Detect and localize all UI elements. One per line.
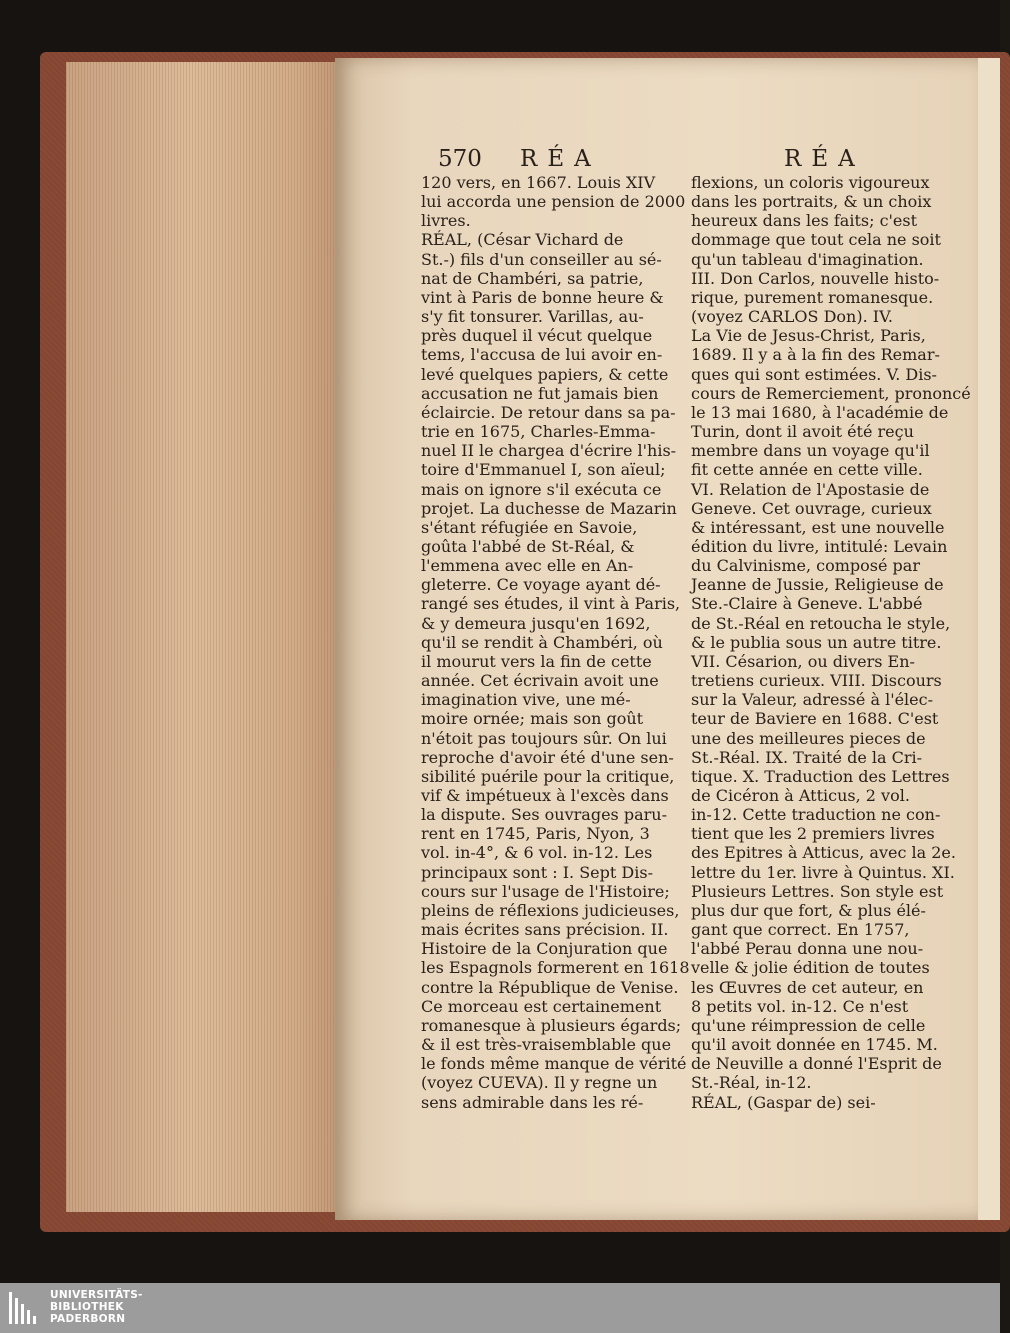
text-line: une des meilleures pieces de bbox=[691, 728, 926, 748]
page-number: 570 bbox=[438, 146, 482, 172]
text-line: les Œuvres de cet auteur, en bbox=[691, 977, 924, 997]
text-column-right bbox=[691, 173, 971, 1112]
text-line: de St.-Réal en retoucha le style, bbox=[691, 613, 951, 633]
text-line: qu'un tableau d'imagination. bbox=[691, 249, 924, 269]
text-line: rangé ses études, il vint à Paris, bbox=[421, 594, 681, 614]
text-line: goûta l'abbé de St-Réal, & bbox=[421, 536, 635, 556]
text-line: in-12. Cette traduction ne con- bbox=[691, 805, 941, 825]
text-line: La Vie de Jesus-Christ, Paris, bbox=[691, 326, 926, 346]
text-line: s'étant réfugiée en Savoie, bbox=[421, 517, 638, 537]
text-line: qu'une réimpression de celle bbox=[691, 1015, 926, 1035]
text-line: contre la République de Venise. bbox=[421, 977, 679, 997]
text-line: sur la Valeur, adressé à l'élec- bbox=[691, 690, 934, 710]
running-header bbox=[438, 146, 968, 176]
text-line: Histoire de la Conjuration que bbox=[421, 939, 668, 959]
text-line: rent en 1745, Paris, Nyon, 3 bbox=[421, 824, 650, 844]
text-line: & le publia sous un autre titre. bbox=[691, 632, 942, 652]
library-name-line-3: PADERBORN bbox=[50, 1313, 126, 1325]
text-line: imagination vive, une mé- bbox=[421, 690, 631, 710]
text-line: du Calvinisme, composé par bbox=[691, 556, 920, 576]
library-footer-bar bbox=[0, 1283, 1000, 1333]
text-line: plus dur que fort, & plus élé- bbox=[691, 900, 926, 920]
text-line: moire ornée; mais son goût bbox=[421, 709, 644, 729]
text-line: Ce morceau est certainement bbox=[421, 996, 662, 1016]
text-line: 8 petits vol. in-12. Ce n'est bbox=[691, 996, 909, 1016]
text-line: velle & jolie édition de toutes bbox=[691, 958, 930, 978]
text-line: 120 vers, en 1667. Louis XIV bbox=[421, 173, 656, 192]
text-line: qu'il avoit donnée en 1745. M. bbox=[691, 1035, 938, 1055]
text-line: accusation ne fut jamais bien bbox=[421, 383, 659, 403]
text-line: cours de Remerciement, prononcé bbox=[691, 383, 971, 403]
text-line: Plusieurs Lettres. Son style est bbox=[691, 881, 944, 901]
text-line: & y demeura jusqu'en 1692, bbox=[421, 613, 651, 633]
text-line: rique, purement romanesque. bbox=[691, 287, 934, 307]
right-running-head: RÉA bbox=[784, 146, 865, 172]
text-line: gleterre. Ce voyage ayant dé- bbox=[421, 575, 661, 595]
text-line: ques qui sont estimées. V. Dis- bbox=[691, 364, 937, 384]
library-name-line-2: BIBLIOTHEK bbox=[50, 1301, 124, 1313]
text-line: la dispute. Ses ouvrages paru- bbox=[421, 805, 667, 825]
text-line: tems, l'accusa de lui avoir en- bbox=[421, 345, 663, 365]
text-line: mais on ignore s'il exécuta ce bbox=[421, 479, 662, 499]
text-line: VI. Relation de l'Apostasie de bbox=[691, 479, 930, 499]
text-line: reproche d'avoir été d'une sen- bbox=[421, 747, 674, 767]
university-library-logo-icon bbox=[6, 1288, 42, 1328]
text-line: l'emmena avec elle en An- bbox=[421, 556, 634, 576]
text-line: n'étoit pas toujours sûr. On lui bbox=[421, 728, 667, 748]
page-block-edge bbox=[66, 62, 348, 1212]
text-line: levé quelques papiers, & cette bbox=[421, 364, 669, 384]
text-line: RÉAL, (César Vichard de bbox=[421, 230, 624, 250]
text-line: tient que les 2 premiers livres bbox=[691, 824, 935, 844]
text-line: près duquel il vécut quelque bbox=[421, 326, 653, 346]
facing-page-edge bbox=[978, 58, 1000, 1220]
text-line: lui accorda une pension de 2000 bbox=[421, 192, 686, 212]
text-line: St.-Réal, in-12. bbox=[691, 1073, 812, 1093]
text-line: toire d'Emmanuel I, son aïeul; bbox=[421, 460, 666, 480]
text-line: mais écrites sans précision. II. bbox=[421, 920, 669, 940]
text-line: éclaircie. De retour dans sa pa- bbox=[421, 402, 676, 422]
text-line: VII. Césarion, ou divers En- bbox=[691, 651, 915, 671]
text-line: 1689. Il y a à la fin des Remar- bbox=[691, 345, 940, 365]
text-line: le 13 mai 1680, à l'académie de bbox=[691, 402, 949, 422]
text-line: & il est très-vraisemblable que bbox=[421, 1035, 672, 1055]
text-line: vint à Paris de bonne heure & bbox=[421, 287, 664, 307]
text-line: qu'il se rendit à Chambéri, où bbox=[421, 632, 663, 652]
text-line: St.-Réal. IX. Traité de la Cri- bbox=[691, 747, 923, 767]
text-line: vif & impétueux à l'excès dans bbox=[421, 786, 669, 805]
text-line: des Epitres à Atticus, avec la 2e. bbox=[691, 843, 956, 863]
text-line: dommage que tout cela ne soit bbox=[691, 230, 941, 250]
text-line: dans les portraits, & un choix bbox=[691, 192, 932, 212]
text-line: sibilité puérile pour la critique, bbox=[421, 766, 675, 786]
text-line: St.-) fils d'un conseiller au sé- bbox=[421, 249, 662, 269]
text-line: livres. bbox=[421, 211, 471, 231]
library-name-line-1: UNIVERSITÄTS- bbox=[50, 1289, 143, 1301]
text-line: (voyez CUEVA). Il y regne un bbox=[421, 1073, 658, 1093]
text-line: projet. La duchesse de Mazarin bbox=[421, 498, 677, 518]
text-line: Jeanne de Jussie, Religieuse de bbox=[691, 575, 944, 595]
text-line: pleins de réflexions judicieuses, bbox=[421, 900, 680, 920]
text-line: de Cicéron à Atticus, 2 vol. bbox=[691, 786, 910, 805]
library-name bbox=[50, 1289, 143, 1325]
text-line: lettre du 1er. livre à Quintus. XI. bbox=[691, 862, 955, 882]
text-line: les Espagnols formerent en 1618 bbox=[421, 958, 690, 978]
text-line: sens admirable dans les ré- bbox=[421, 1092, 644, 1112]
text-line: (voyez CARLOS Don). IV. bbox=[691, 307, 893, 327]
text-line: fit cette année en cette ville. bbox=[691, 460, 923, 480]
text-line: le fonds même manque de vérité bbox=[421, 1054, 687, 1074]
text-line: cours sur l'usage de l'Histoire; bbox=[421, 881, 670, 901]
text-line: année. Cet écrivain avoit une bbox=[421, 671, 659, 691]
text-line: RÉAL, (Gaspar de) sei- bbox=[691, 1092, 876, 1112]
text-line: heureux dans les faits; c'est bbox=[691, 211, 918, 231]
text-line: tretiens curieux. VIII. Discours bbox=[691, 671, 942, 691]
text-line: gant que correct. En 1757, bbox=[691, 920, 910, 940]
text-line: flexions, un coloris vigoureux bbox=[691, 173, 930, 192]
text-line: l'abbé Perau donna une nou- bbox=[691, 939, 924, 959]
text-line: Ste.-Claire à Geneve. L'abbé bbox=[691, 594, 923, 614]
text-line: tique. X. Traduction des Lettres bbox=[691, 766, 950, 786]
text-line: vol. in-4°, & 6 vol. in-12. Les bbox=[421, 843, 653, 863]
text-line: membre dans un voyage qu'il bbox=[691, 441, 930, 461]
text-line: édition du livre, intitulé: Levain bbox=[691, 536, 948, 556]
text-line: nuel II le chargea d'écrire l'his- bbox=[421, 441, 677, 461]
text-line: de Neuville a donné l'Esprit de bbox=[691, 1054, 942, 1074]
text-line: III. Don Carlos, nouvelle histo- bbox=[691, 268, 940, 288]
text-line: Turin, dont il avoit été reçu bbox=[691, 422, 914, 442]
text-column-left bbox=[421, 173, 690, 1112]
text-line: trie en 1675, Charles-Emma- bbox=[421, 422, 656, 442]
text-line: s'y fit tonsurer. Varillas, au- bbox=[421, 307, 644, 327]
text-line: principaux sont : I. Sept Dis- bbox=[421, 862, 653, 882]
text-line: & intéressant, est une nouvelle bbox=[691, 517, 945, 537]
text-line: Geneve. Cet ouvrage, curieux bbox=[691, 498, 932, 518]
left-running-head: RÉA bbox=[520, 146, 601, 172]
text-line: romanesque à plusieurs égards; bbox=[421, 1015, 682, 1035]
text-line: teur de Baviere en 1688. C'est bbox=[691, 709, 939, 729]
text-line: il mourut vers la fin de cette bbox=[421, 651, 652, 671]
text-line: nat de Chambéri, sa patrie, bbox=[421, 268, 644, 288]
